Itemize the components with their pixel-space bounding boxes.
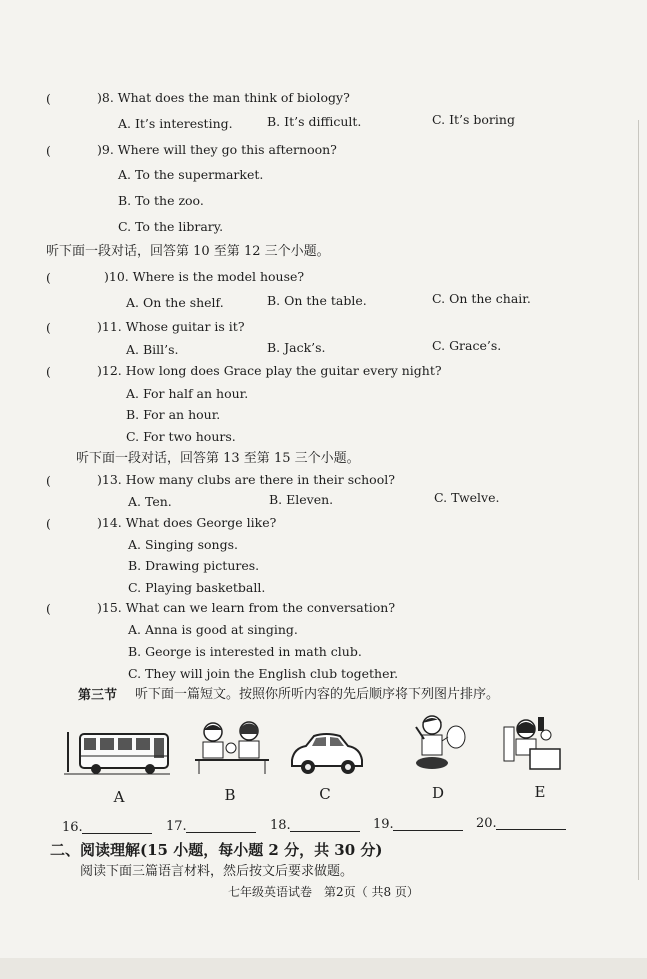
answer-paren: ( bbox=[46, 516, 51, 531]
car-picture bbox=[286, 730, 366, 776]
picture-label-b: B bbox=[224, 786, 236, 804]
question-10: )10. Where is the model house? bbox=[104, 269, 305, 284]
q8-option-a: A. It’s interesting. bbox=[118, 116, 233, 131]
q12-option-a: A. For half an hour. bbox=[126, 386, 249, 401]
instruction-10-12: 听下面一段对话，回答第 10 至第 12 三个小题。 bbox=[46, 244, 330, 259]
answer-blank-18[interactable] bbox=[290, 830, 360, 832]
answer-paren: ( bbox=[46, 143, 51, 158]
q8-option-c: C. It’s boring bbox=[432, 112, 515, 127]
q13-option-b: B. Eleven. bbox=[269, 492, 334, 507]
q15-option-a: A. Anna is good at singing. bbox=[128, 622, 298, 637]
q11-option-c: C. Grace’s. bbox=[432, 338, 502, 353]
blank-18-label: 18. bbox=[270, 818, 291, 833]
q13-option-c: C. Twelve. bbox=[434, 490, 500, 505]
q11-option-a: A. Bill’s. bbox=[126, 342, 179, 357]
q9-option-a: A. To the supermarket. bbox=[118, 167, 264, 182]
q10-option-b: B. On the table. bbox=[267, 293, 367, 308]
page-edge-line bbox=[638, 120, 639, 880]
answer-paren: ( bbox=[46, 473, 51, 488]
instruction-13-15: 听下面一段对话，回答第 13 至第 15 三个小题。 bbox=[76, 451, 360, 466]
q14-option-a: A. Singing songs. bbox=[128, 537, 238, 552]
question-13: )13. How many clubs are there in their school? bbox=[97, 472, 395, 487]
question-8: )8. What does the man think of biology? bbox=[97, 90, 350, 105]
q10-option-a: A. On the shelf. bbox=[126, 295, 224, 310]
section-3-label: 第三节 bbox=[78, 688, 118, 703]
q9-option-c: C. To the library. bbox=[118, 219, 224, 234]
q12-option-b: B. For an hour. bbox=[126, 407, 221, 422]
q9-option-b: B. To the zoo. bbox=[118, 193, 204, 208]
answer-paren: ( bbox=[46, 320, 51, 335]
question-11: )11. Whose guitar is it? bbox=[97, 319, 245, 334]
q10-option-c: C. On the chair. bbox=[432, 291, 531, 306]
blank-16-label: 16. bbox=[62, 820, 83, 835]
picture-label-d: D bbox=[431, 784, 445, 802]
question-14: )14. What does George like? bbox=[97, 515, 277, 530]
picture-label-a: A bbox=[113, 788, 125, 806]
bus-picture bbox=[62, 728, 172, 778]
q14-option-c: C. Playing basketball. bbox=[128, 580, 266, 595]
scan-bottom-band bbox=[0, 958, 647, 979]
person-at-desk-picture bbox=[500, 713, 566, 773]
q14-option-b: B. Drawing pictures. bbox=[128, 558, 260, 573]
answer-blank-20[interactable] bbox=[496, 828, 566, 830]
answer-paren: ( bbox=[46, 91, 51, 106]
picture-label-e: E bbox=[534, 783, 546, 801]
page-footer: 七年级英语试卷 第2页（ 共8 页） bbox=[228, 885, 419, 899]
part-2-instruction: 阅读下面三篇语言材料，然后按文后要求做题。 bbox=[80, 864, 354, 879]
answer-blank-19[interactable] bbox=[393, 829, 463, 831]
blank-17-label: 17. bbox=[166, 819, 187, 834]
person-waving-picture bbox=[408, 713, 470, 773]
answer-paren: ( bbox=[46, 270, 51, 285]
question-9: )9. Where will they go this afternoon? bbox=[97, 142, 337, 157]
q11-option-b: B. Jack’s. bbox=[267, 340, 326, 355]
answer-blank-16[interactable] bbox=[82, 832, 152, 834]
answer-paren: ( bbox=[46, 364, 51, 379]
blank-20-label: 20. bbox=[476, 816, 497, 831]
q15-option-b: B. George is interested in math club. bbox=[128, 644, 362, 659]
q12-option-c: C. For two hours. bbox=[126, 429, 236, 444]
picture-label-c: C bbox=[319, 785, 331, 803]
question-15: )15. What can we learn from the conversation? bbox=[97, 600, 396, 615]
section-3-instruction: 听下面一篇短文。按照你所听内容的先后顺序将下列图片排序。 bbox=[135, 687, 500, 702]
part-2-title: 二、阅读理解(15 小题，每小题 2 分，共 30 分) bbox=[50, 841, 383, 859]
answer-paren: ( bbox=[46, 601, 51, 616]
q8-option-b: B. It’s difficult. bbox=[267, 114, 362, 129]
q15-option-c: C. They will join the English club together. bbox=[128, 666, 399, 681]
question-12: )12. How long does Grace play the guitar every night? bbox=[97, 363, 442, 378]
kids-eating-picture bbox=[189, 718, 274, 776]
q13-option-a: A. Ten. bbox=[128, 494, 172, 509]
answer-blank-17[interactable] bbox=[186, 831, 256, 833]
blank-19-label: 19. bbox=[373, 817, 394, 832]
